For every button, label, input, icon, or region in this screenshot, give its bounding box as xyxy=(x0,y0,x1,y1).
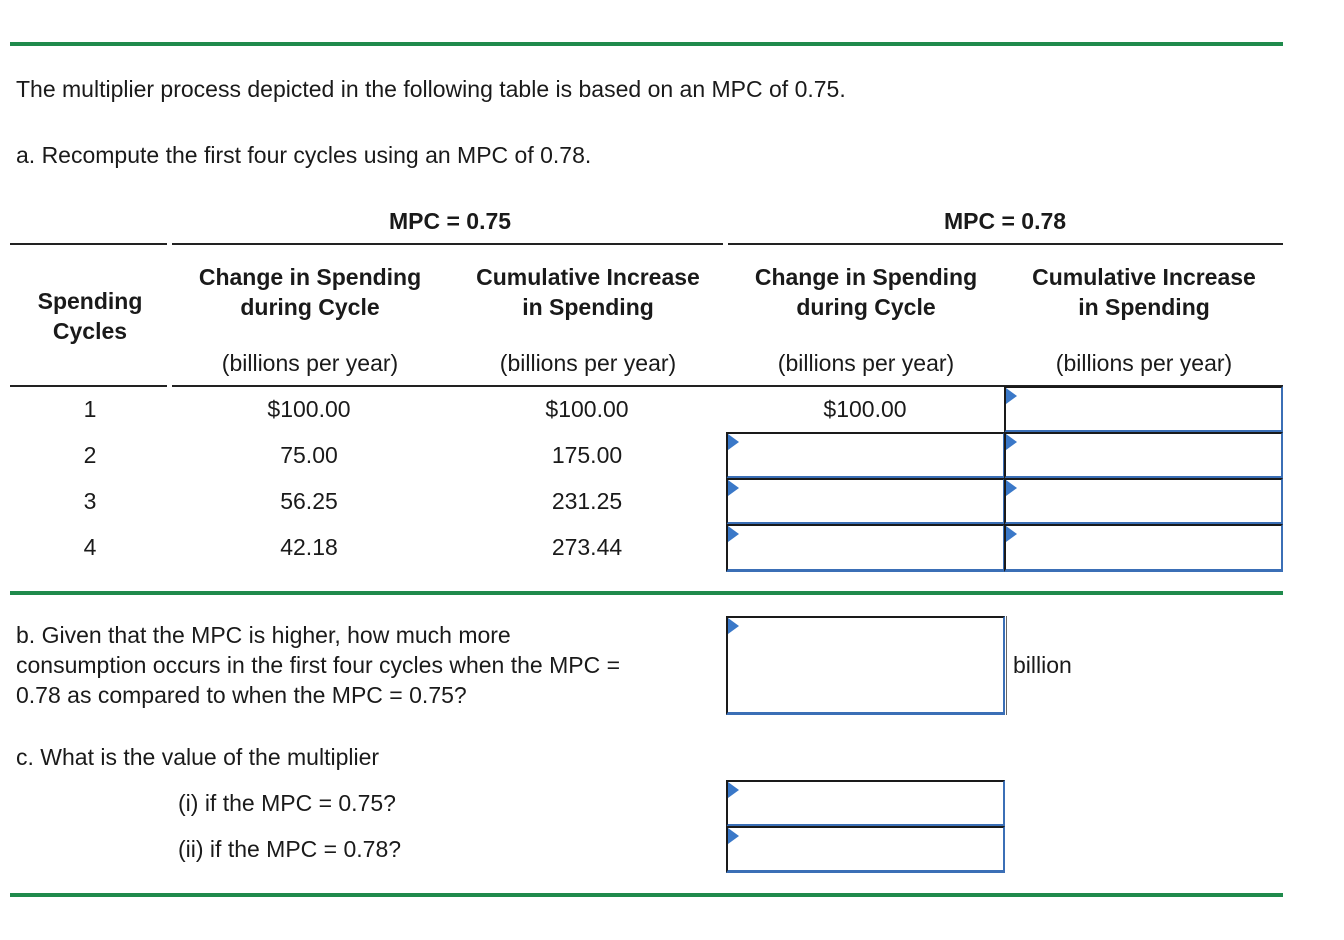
col-header-cycles-line2: Cycles xyxy=(52,318,128,344)
row2-cycle: 2 xyxy=(83,442,97,468)
part-c-ii-input[interactable] xyxy=(726,826,1005,873)
group-header-mpc-078: MPC = 0.78 xyxy=(943,208,1067,234)
top-divider xyxy=(10,42,1283,46)
row3-cycle: 3 xyxy=(83,488,97,514)
row2-change-078-input[interactable] xyxy=(726,432,1005,479)
input-marker-icon xyxy=(728,480,739,496)
row4-cumulative-078-input[interactable] xyxy=(1004,524,1283,572)
bottom-divider xyxy=(10,893,1283,897)
col-header-change-078-line1: Change in Spending xyxy=(754,264,978,290)
row1-cycle: 1 xyxy=(83,396,97,422)
row4-cumulative-075: 273.44 xyxy=(551,534,623,560)
row1-change-075: $100.00 xyxy=(267,396,351,422)
part-c-i-label: (i) if the MPC = 0.75? xyxy=(178,790,396,816)
unit-change-075: (billions per year) xyxy=(221,350,399,376)
row4-change-078-input[interactable] xyxy=(726,524,1005,572)
col-header-cumulative-075-line2: in Spending xyxy=(522,294,654,320)
col-header-cumulative-075 xyxy=(446,262,730,322)
col-header-cumulative-078-line1: Cumulative Increase xyxy=(1032,264,1256,290)
row1-cumulative-078-input[interactable] xyxy=(1004,386,1283,433)
part-b-answer-input[interactable] xyxy=(726,616,1005,715)
intro-text: The multiplier process depicted in the following table is based on an MPC of 0.75. xyxy=(16,76,846,102)
unit-change-078: (billions per year) xyxy=(777,350,955,376)
row2-cumulative-075: 175.00 xyxy=(551,442,623,468)
row3-change-078-input[interactable] xyxy=(726,478,1005,525)
unit-cumulative-075: (billions per year) xyxy=(499,350,677,376)
row4-change-075: 42.18 xyxy=(280,534,338,560)
col-header-change-078 xyxy=(724,262,1008,322)
header-rule-mpc-078 xyxy=(728,243,1283,245)
row3-cumulative-075: 231.25 xyxy=(551,488,623,514)
col-header-change-078-line2: during Cycle xyxy=(796,294,936,320)
part-b-question xyxy=(16,620,620,710)
input-marker-icon xyxy=(1006,434,1017,450)
row3-cumulative-078-input[interactable] xyxy=(1004,478,1283,525)
row4-cycle: 4 xyxy=(83,534,97,560)
input-marker-icon xyxy=(1006,526,1017,542)
input-marker-icon xyxy=(728,782,739,798)
col-header-cumulative-078 xyxy=(1002,262,1286,322)
col-header-cycles xyxy=(10,286,170,346)
row2-cumulative-078-input[interactable] xyxy=(1004,432,1283,479)
group-header-mpc-075: MPC = 0.75 xyxy=(388,208,512,234)
col-header-cycles-line1: Spending xyxy=(37,288,143,314)
header-rule-mpc-075 xyxy=(172,243,723,245)
part-b-line2: consumption occurs in the first four cycles when the MPC = xyxy=(16,652,621,678)
input-marker-icon xyxy=(728,828,739,844)
row1-change-078: $100.00 xyxy=(823,396,907,422)
part-c-ii-label: (ii) if the MPC = 0.78? xyxy=(178,836,402,862)
input-marker-icon xyxy=(728,618,739,634)
unit-cumulative-078: (billions per year) xyxy=(1055,350,1233,376)
row3-change-075: 56.25 xyxy=(280,488,338,514)
part-c-question: c. What is the value of the multiplier xyxy=(16,744,380,770)
part-b-line1: b. Given that the MPC is higher, how much more xyxy=(16,622,511,648)
row2-change-075: 75.00 xyxy=(280,442,338,468)
part-b-unit: billion xyxy=(1013,652,1072,678)
input-marker-icon xyxy=(728,526,739,542)
units-rule-left xyxy=(10,385,167,387)
col-header-cumulative-078-line2: in Spending xyxy=(1078,294,1210,320)
input-marker-icon xyxy=(1006,388,1017,404)
row1-cumulative-075: $100.00 xyxy=(545,396,629,422)
input-marker-icon xyxy=(728,434,739,450)
col-header-cumulative-075-line1: Cumulative Increase xyxy=(476,264,700,290)
part-a-text: a. Recompute the first four cycles using an MPC of 0.78. xyxy=(16,142,592,168)
part-c-i-input[interactable] xyxy=(726,780,1005,827)
middle-divider xyxy=(10,591,1283,595)
header-rule-left xyxy=(10,243,167,245)
input-marker-icon xyxy=(1006,480,1017,496)
col-header-change-075-line2: during Cycle xyxy=(240,294,380,320)
part-b-answer-divider xyxy=(1006,616,1007,715)
col-header-change-075-line1: Change in Spending xyxy=(198,264,422,290)
part-b-line3: 0.78 as compared to when the MPC = 0.75? xyxy=(16,682,467,708)
col-header-change-075 xyxy=(168,262,452,322)
